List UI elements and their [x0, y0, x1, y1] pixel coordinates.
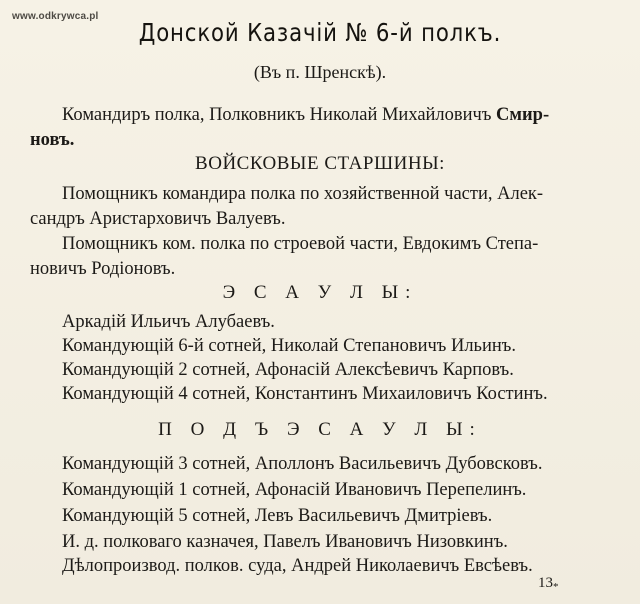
- page-number-value: 13: [538, 575, 553, 591]
- watermark: www.odkrywca.pl: [12, 11, 99, 22]
- text-line: Командующій 4 сотней, Константинъ Михаиловичъ Костинъ.: [62, 384, 548, 404]
- text-line: Помощникъ командира полка по хозяйственной части, Алек-: [62, 184, 544, 204]
- section-heading-voiskovye: ВОЙСКОВЫЕ СТАРШИНЫ:: [195, 153, 445, 174]
- page-title: Донской Казачій № 6-й полкъ.: [138, 18, 502, 47]
- text-line: И. д. полковаго казначея, Павелъ Ивановичъ Низовкинъ.: [62, 532, 508, 552]
- text-line: Дѣлопроизвод. полков. суда, Андрей Николаевичъ Евсѣевъ.: [62, 556, 533, 576]
- commander-surname-part1: Смир-: [496, 105, 550, 125]
- page-subtitle: (Въ п. Шренскѣ).: [253, 62, 387, 82]
- text-line: Командующій 2 сотней, Афонасій Алексѣевичъ Карповъ.: [62, 360, 514, 380]
- commander-text: Командиръ полка, Полковникъ Николай Михайловичъ: [62, 105, 492, 125]
- commander-line: [62, 104, 549, 126]
- text-line: новичъ Родіоновъ.: [30, 259, 176, 279]
- page-number: [538, 575, 559, 593]
- text-line: Командующій 5 сотней, Левъ Васильевичъ Дмитріевъ.: [62, 506, 493, 526]
- text-line: Аркадій Ильичъ Алубаевъ.: [62, 312, 275, 332]
- section-heading-podesauly: П О Д Ъ Э С А У Л Ы:: [158, 419, 482, 440]
- text-line: Командующій 3 сотней, Аполлонъ Васильевичъ Дубовсковъ.: [62, 454, 543, 474]
- text-line: Командующій 1 сотней, Афонасій Ивановичъ Перепелинъ.: [62, 480, 527, 500]
- text-line: сандръ Аристарховичъ Валуевъ.: [30, 209, 286, 229]
- section-heading-esauly: Э С А У Л Ы:: [222, 282, 418, 303]
- text-line: Командующій 6-й сотней, Николай Степановичъ Ильинъ.: [62, 336, 516, 356]
- text-line: Помощникъ ком. полка по строевой части, Евдокимъ Степа-: [62, 234, 539, 254]
- commander-surname-part2: новъ.: [30, 130, 75, 150]
- asterisk-icon: *: [553, 581, 559, 593]
